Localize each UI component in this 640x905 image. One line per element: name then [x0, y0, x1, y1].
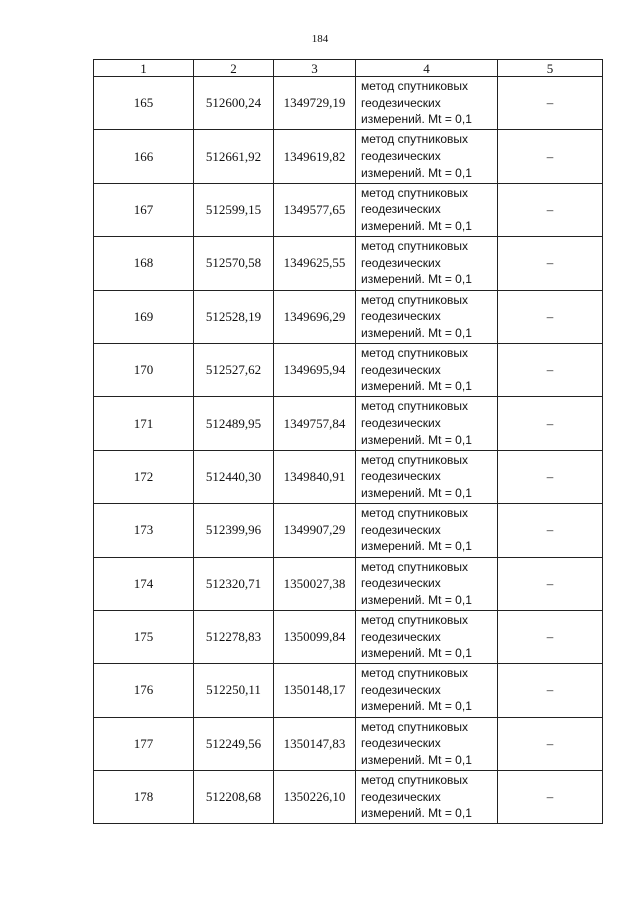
method-line: геодезических [361, 522, 441, 537]
method-line: метод спутниковых [361, 666, 469, 681]
method-line: измерений. Mt = 0,1 [361, 325, 472, 340]
method-cell [356, 717, 498, 770]
note-cell: – [498, 450, 603, 503]
column-header: 3 [274, 60, 356, 77]
method-line: измерений. Mt = 0,1 [361, 806, 472, 821]
x-coordinate-cell: 512208,68 [194, 771, 274, 824]
coordinates-table [93, 59, 603, 824]
method-line: измерений. Mt = 0,1 [361, 752, 472, 767]
point-number-cell: 170 [94, 343, 194, 396]
method-cell [356, 771, 498, 824]
method-cell [356, 237, 498, 290]
method-cell [356, 290, 498, 343]
y-coordinate-cell: 1350148,17 [274, 664, 356, 717]
point-number-cell: 168 [94, 237, 194, 290]
page-number: 184 [311, 33, 329, 45]
x-coordinate-cell: 512320,71 [194, 557, 274, 610]
table-row [94, 290, 603, 343]
note-cell: – [498, 77, 603, 130]
method-line: метод спутниковых [361, 79, 469, 93]
point-number-cell: 178 [94, 771, 194, 824]
method-line: геодезических [361, 469, 441, 484]
table-row [94, 717, 603, 770]
note-cell: – [498, 610, 603, 663]
x-coordinate-cell: 512661,92 [194, 130, 274, 183]
x-coordinate-cell: 512527,62 [194, 343, 274, 396]
method-line: метод спутниковых [361, 132, 469, 147]
note-cell: – [498, 664, 603, 717]
table-row [94, 237, 603, 290]
table-row [94, 504, 603, 557]
method-line: измерений. Mt = 0,1 [361, 646, 472, 661]
method-line: геодезических [361, 736, 441, 751]
column-header: 2 [194, 60, 274, 77]
point-number-cell: 177 [94, 717, 194, 770]
y-coordinate-cell: 1349625,55 [274, 237, 356, 290]
x-coordinate-cell: 512249,56 [194, 717, 274, 770]
point-number-cell: 167 [94, 183, 194, 236]
y-coordinate-cell: 1349696,29 [274, 290, 356, 343]
column-header: 5 [498, 60, 603, 77]
method-line: метод спутниковых [361, 239, 469, 254]
method-line: измерений. Mt = 0,1 [361, 592, 472, 607]
method-line: геодезических [361, 415, 441, 430]
method-line: геодезических [361, 148, 441, 163]
method-line: геодезических [361, 362, 441, 377]
point-number-cell: 171 [94, 397, 194, 450]
y-coordinate-cell: 1349907,29 [274, 504, 356, 557]
y-coordinate-cell: 1350226,10 [274, 771, 356, 824]
method-line: измерений. Mt = 0,1 [361, 699, 472, 714]
method-line: метод спутниковых [361, 773, 469, 788]
note-cell: – [498, 557, 603, 610]
x-coordinate-cell: 512599,15 [194, 183, 274, 236]
point-number-cell: 173 [94, 504, 194, 557]
method-cell [356, 130, 498, 183]
method-line: метод спутниковых [361, 185, 469, 200]
note-cell: – [498, 771, 603, 824]
table-row [94, 343, 603, 396]
note-cell: – [498, 717, 603, 770]
note-cell: – [498, 343, 603, 396]
table-row [94, 610, 603, 663]
y-coordinate-cell: 1349840,91 [274, 450, 356, 503]
method-cell [356, 610, 498, 663]
column-header: 1 [94, 60, 194, 77]
table-header-row [94, 60, 603, 77]
point-number-cell: 174 [94, 557, 194, 610]
x-coordinate-cell: 512528,19 [194, 290, 274, 343]
point-number-cell: 172 [94, 450, 194, 503]
method-line: метод спутниковых [361, 399, 469, 414]
x-coordinate-cell: 512278,83 [194, 610, 274, 663]
point-number-cell: 165 [94, 77, 194, 130]
note-cell: – [498, 237, 603, 290]
method-cell [356, 450, 498, 503]
y-coordinate-cell: 1349577,65 [274, 183, 356, 236]
method-line: метод спутниковых [361, 345, 469, 360]
table-row [94, 771, 603, 824]
method-line: измерений. Mt = 0,1 [361, 432, 472, 447]
y-coordinate-cell: 1350099,84 [274, 610, 356, 663]
y-coordinate-cell: 1350027,38 [274, 557, 356, 610]
x-coordinate-cell: 512489,95 [194, 397, 274, 450]
x-coordinate-cell: 512250,11 [194, 664, 274, 717]
note-cell: – [498, 397, 603, 450]
method-line: метод спутниковых [361, 612, 469, 627]
y-coordinate-cell: 1349729,19 [274, 77, 356, 130]
column-header: 4 [356, 60, 498, 77]
note-cell: – [498, 290, 603, 343]
method-line: геодезических [361, 629, 441, 644]
method-line: измерений. Mt = 0,1 [361, 539, 472, 554]
method-cell [356, 397, 498, 450]
y-coordinate-cell: 1349695,94 [274, 343, 356, 396]
method-cell [356, 343, 498, 396]
table-row [94, 130, 603, 183]
method-cell [356, 77, 498, 130]
x-coordinate-cell: 512570,58 [194, 237, 274, 290]
x-coordinate-cell: 512399,96 [194, 504, 274, 557]
method-line: метод спутниковых [361, 292, 469, 307]
note-cell: – [498, 130, 603, 183]
method-line: измерений. Mt = 0,1 [361, 379, 472, 394]
point-number-cell: 169 [94, 290, 194, 343]
method-line: метод спутниковых [361, 452, 469, 467]
note-cell: – [498, 183, 603, 236]
method-cell [356, 183, 498, 236]
method-line: измерений. Mt = 0,1 [361, 485, 472, 500]
y-coordinate-cell: 1350147,83 [274, 717, 356, 770]
point-number-cell: 166 [94, 130, 194, 183]
point-number-cell: 175 [94, 610, 194, 663]
point-number-cell: 176 [94, 664, 194, 717]
x-coordinate-cell: 512440,30 [194, 450, 274, 503]
method-line: геодезических [361, 255, 441, 270]
method-line: измерений. Mt = 0,1 [361, 112, 472, 127]
method-cell [356, 664, 498, 717]
table-row [94, 557, 603, 610]
method-line: геодезических [361, 202, 441, 217]
table-row [94, 450, 603, 503]
y-coordinate-cell: 1349757,84 [274, 397, 356, 450]
table-row [94, 397, 603, 450]
method-line: геодезических [361, 309, 441, 324]
method-line: геодезических [361, 682, 441, 697]
method-line: метод спутниковых [361, 506, 469, 521]
note-cell: – [498, 504, 603, 557]
table-row [94, 77, 603, 130]
method-line: измерений. Mt = 0,1 [361, 165, 472, 180]
method-line: измерений. Mt = 0,1 [361, 218, 472, 233]
method-line: измерений. Mt = 0,1 [361, 272, 472, 287]
x-coordinate-cell: 512600,24 [194, 77, 274, 130]
table-row [94, 664, 603, 717]
method-cell [356, 504, 498, 557]
method-line: геодезических [361, 95, 441, 110]
method-line: метод спутниковых [361, 719, 469, 734]
method-line: геодезических [361, 576, 441, 591]
method-cell [356, 557, 498, 610]
table-row [94, 183, 603, 236]
method-line: метод спутниковых [361, 559, 469, 574]
y-coordinate-cell: 1349619,82 [274, 130, 356, 183]
table-body [94, 77, 603, 824]
method-line: геодезических [361, 789, 441, 804]
